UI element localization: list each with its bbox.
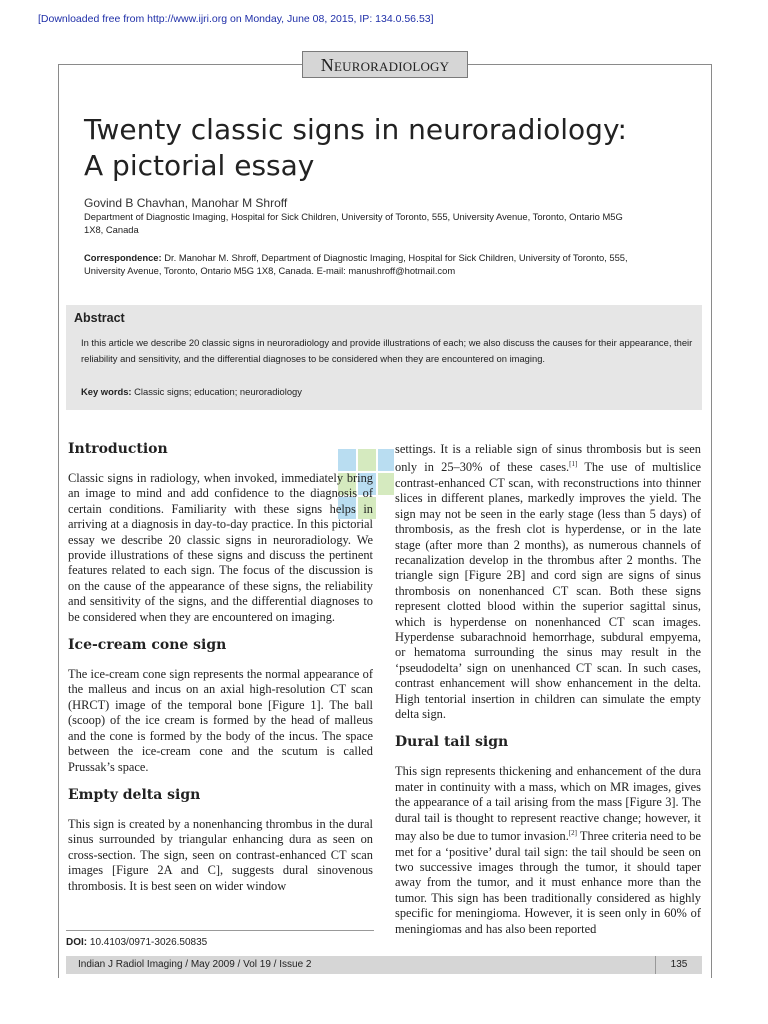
correspondence-text: Dr. Manohar M. Shroff, Department of Diagnostic Imaging, Hospital for Sick Children, University of Toronto, 555, University Avenue, Toronto, Ontario M5G 1X8, Canada. E-mail: manushroff@hotmail.com — [84, 252, 628, 276]
dural-text-a: This sign represents thickening and enhancement of the dura mater in continuity with a mass, which on MR images, gives the appearance of a tail arising from the mass [Figure 3]. The dural tail is thought to represent reactive change; however, it may also be due to tumor invasion. — [395, 764, 701, 844]
abstract-box — [66, 305, 702, 410]
icecream-cone-heading: Ice-cream cone sign — [68, 637, 227, 654]
keywords-label: Key words: — [81, 386, 132, 397]
page-number: 135 — [655, 956, 702, 974]
reference-2: [2] — [568, 829, 577, 838]
download-banner: [Downloaded free from http://www.ijri.org on Monday, June 08, 2015, IP: 134.0.56.53] — [38, 13, 434, 25]
introduction-heading: Introduction — [68, 441, 168, 457]
affiliation: Department of Diagnostic Imaging, Hospital for Sick Children, University of Toronto, 555, University Avenue, Toronto, Ontario M5G 1X8, Canada — [84, 211, 623, 235]
article-title — [84, 112, 704, 184]
delta-cont-a: settings. It is a reliable sign of sinus thrombosis but is seen only in 25–30% of these cases. — [395, 442, 701, 475]
doi-label: DOI: — [66, 937, 88, 948]
dural-text-b: Three criteria need to be met for a ‘positive’ dural tail sign: the tail should be seen on two successive images through the tumor, it should taper away from the tumor, and it must enhance more than the tumor. This sign has been traditionally considered as highly specific for meningioma. However, it is seen only in 60% of meningiomas and has also been reported — [395, 829, 701, 936]
abstract-heading: Abstract — [74, 311, 125, 325]
icecream-cone-text: The ice-cream cone sign represents the normal appearance of the malleus and incus on an axial high-resolution CT scan (HRCT) image of the temporal bone [Figure 1]. The ball (scoop) of the ice cream is formed by the head of malleus and the cone is formed by the body of the incus. The space between the ice-cream cone and the scutum is called Prussak’s space. — [68, 667, 373, 774]
doi-value: 10.4103/0971-3026.50835 — [87, 937, 208, 948]
dural-tail-text — [395, 764, 701, 937]
doi — [66, 930, 374, 948]
keywords-text: Classic signs; education; neuroradiology — [131, 386, 302, 397]
authors: Govind B Chavhan, Manohar M Shroff — [84, 196, 288, 210]
footer-journal: Indian J Radiol Imaging / May 2009 / Vol 19 / Issue 2 — [78, 959, 312, 970]
abstract-text: In this article we describe 20 classic signs in neuroradiology and provide illustrations of each; we also discuss the causes for their appearance, their reliability and sensitivity, and the differential diagnoses to be considered when they are encountered on imaging. — [81, 337, 693, 364]
empty-delta-continued — [395, 442, 701, 722]
right-column — [395, 442, 701, 948]
correspondence — [84, 251, 664, 277]
delta-cont-b: The use of multislice contrast-enhanced CT scan, with reconstructions into thinner slices in different planes, markedly improves the yield. The sign may not be seen in the early stage (less than 5 days) of thrombosis, as the fresh clot is hyperdense, or in the late stage (after more than 2 months), as numerous channels of recanalization develop in the thrombus after 2 months. The triangle sign [Figure 2B] and cord sign are signs of sinus thrombosis on nonenhanced CT scan. Both these signs represent clotted blood within the superior sagittal sinus, which is hyperdense on nonenhanced CT scan images. Hyperdense subarachnoid hemorrhage, subdural empyema, or hematoma surrounding the sinus may result in the ‘pseudodelta’ sign on unenhanced CT scan. In such cases, contrast enhancement will show enhancement in the delta. High tentorial insertion in children can simulate the empty delta sign. — [395, 460, 701, 722]
title-line-2: A pictorial essay — [84, 149, 315, 182]
empty-delta-text: This sign is created by a nonenhancing thrombus in the dural sinus surrounded by triangular enhancing dura as seen on cross-section. The sign, seen on contrast-enhanced CT scan images [Figure 2A and C], suggests dural sinovenous thrombosis. It is best seen on wider window — [68, 816, 373, 893]
empty-delta-heading: Empty delta sign — [68, 786, 201, 803]
section-tag: Neuroradiology — [302, 51, 468, 78]
title-line-1: Twenty classic signs in neuroradiology: — [84, 113, 627, 146]
introduction-text: Classic signs in radiology, when invoked, immediately bring an image to mind and add confidence to the diagnosis of certain conditions. Familiarity with these signs helps in arriving at a diagnosis in day-to-day practice. In this pictorial essay we describe 20 classic signs in neuroradiology. We provide illustrations of these signs and discuss the pertinent features related to each sign. The focus of the discussion is on the cause of the appearance of these signs, the reliability and sensitivity of the signs, and the differential diagnoses to be considered when they are encountered on imaging. — [68, 471, 373, 624]
dural-tail-heading: Dural tail sign — [395, 734, 509, 751]
correspondence-label: Correspondence: — [84, 252, 162, 263]
reference-1: [1] — [569, 460, 578, 469]
footer — [66, 956, 702, 974]
keywords — [81, 386, 302, 397]
left-column — [68, 440, 373, 905]
